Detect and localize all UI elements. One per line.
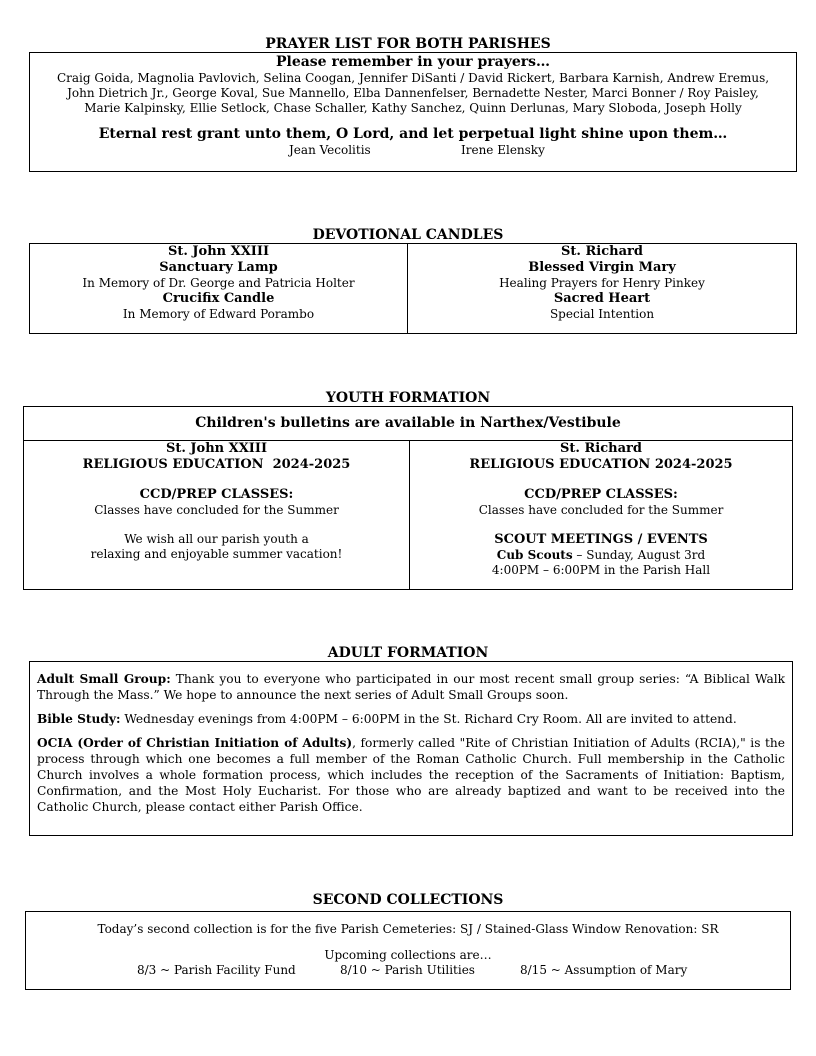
bible-study-text: Wednesday evenings from 4:00PM – 6:00PM in the St. Richard Cry Room. All are invited to attend. (120, 712, 737, 726)
youth-left-wish-line2: relaxing and enjoyable summer vacation! (90, 547, 343, 561)
youth-right-column (410, 441, 792, 589)
candles-left-item2-text: In Memory of Edward Porambo (122, 307, 315, 321)
candles-right-column (408, 244, 796, 333)
deceased-list (30, 143, 796, 159)
prayer-names-line-1: Craig Goida, Magnolia Pavlovich, Selina Coogan, Jennifer DiSanti / David Rickert, Barbara Karnish, Andrew Eremus, (56, 71, 770, 85)
cub-scouts-date: – Sunday, August 3rd (572, 548, 706, 562)
candles-right-item2: Sacred Heart (553, 291, 651, 306)
youth-left-program: RELIGIOUS EDUCATION 2024-2025 (82, 457, 351, 472)
adult-small-group-text: Thank you to everyone who participated in our most recent small group series: “A Biblical Walk Through the Mass.” We hope to announce the next series of Adult Small Groups soon. (37, 672, 785, 702)
adult-small-group-label: Adult Small Group: (37, 672, 171, 686)
deceased-name-1: Jean Vecolitis (289, 143, 371, 157)
candles-right-parish: St. Richard (561, 244, 643, 259)
youth-left-column (24, 441, 409, 589)
candles-left-item1-text: In Memory of Dr. George and Patricia Holter (82, 276, 355, 290)
adult-box (29, 661, 793, 836)
prayer-names-line-2: John Dietrich Jr., George Koval, Sue Mannello, Elba Dannenfelser, Bernadette Nester, Marci Bonner / Roy Paisley, (67, 86, 759, 100)
collections-box (25, 911, 791, 990)
candles-left-item2: Crucifix Candle (162, 291, 275, 306)
youth-left-classes-text: Classes have concluded for the Summer (94, 503, 339, 517)
youth-left-classes-heading: CCD/PREP CLASSES: (139, 487, 294, 502)
bible-study-label: Bible Study: (37, 712, 121, 726)
collections-upcoming-list (26, 963, 790, 979)
collections-upcoming-label: Upcoming collections are… (324, 948, 492, 962)
youth-right-program: RELIGIOUS EDUCATION 2024-2025 (469, 457, 733, 472)
youth-right-classes-heading: CCD/PREP CLASSES: (524, 487, 678, 502)
scout-heading: SCOUT MEETINGS / EVENTS (494, 532, 708, 547)
deceased-name-2: Irene Elensky (461, 143, 545, 157)
candles-right-item2-text: Special Intention (549, 307, 655, 321)
candles-right-item1: Blessed Virgin Mary (528, 260, 676, 275)
ocia-label: OCIA (Order of Christian Initiation of Adults) (37, 736, 353, 750)
eternal-rest-line: Eternal rest grant unto them, O Lord, and let perpetual light shine upon them… (98, 126, 728, 142)
cub-scouts-time: 4:00PM – 6:00PM in the Parish Hall (491, 563, 711, 577)
youth-columns (24, 441, 792, 589)
upcoming-collection-2: 8/10 ~ Parish Utilities (340, 963, 475, 977)
collections-title: SECOND COLLECTIONS (312, 892, 504, 908)
candles-box (29, 243, 797, 334)
prayer-list-title: PRAYER LIST FOR BOTH PARISHES (265, 36, 551, 52)
prayer-remember-heading: Please remember in your prayers… (275, 54, 551, 70)
upcoming-collection-1: 8/3 ~ Parish Facility Fund (137, 963, 296, 977)
youth-banner: Children's bulletins are available in Narthex/Vestibule (24, 407, 792, 441)
youth-box (23, 406, 793, 590)
youth-left-parish: St. John XXIII (165, 441, 268, 456)
youth-right-classes-text: Classes have concluded for the Summer (478, 503, 724, 517)
bible-study-paragraph (37, 711, 785, 727)
upcoming-collection-3: 8/15 ~ Assumption of Mary (520, 963, 688, 977)
prayer-list-box (29, 52, 797, 172)
candles-title: DEVOTIONAL CANDLES (312, 227, 504, 243)
ocia-paragraph (37, 735, 785, 815)
youth-right-parish: St. Richard (560, 441, 642, 456)
candles-left-column (30, 244, 407, 333)
collections-today: Today’s second collection is for the five Parish Cemeteries: SJ / Stained-Glass Window Renovation: SR (97, 922, 719, 936)
prayer-names-line-3: Marie Kalpinsky, Ellie Setlock, Chase Schaller, Kathy Sanchez, Quinn Derlunas, Mary Sloboda, Joseph Holly (84, 101, 742, 115)
candles-right-item1-text: Healing Prayers for Henry Pinkey (499, 276, 705, 290)
cub-scouts-label: Cub Scouts (496, 548, 573, 562)
adult-small-group-paragraph (37, 671, 785, 703)
youth-title: YOUTH FORMATION (325, 390, 491, 406)
adult-title: ADULT FORMATION (327, 645, 489, 661)
youth-left-wish-line1: We wish all our parish youth a (124, 532, 309, 546)
candles-left-parish: St. John XXIII (167, 244, 270, 259)
cub-scouts-line (410, 548, 792, 563)
candles-left-item1: Sanctuary Lamp (159, 260, 278, 275)
ocia-text: , formerly called "Rite of Christian Initiation of Adults (RCIA)," is the process through which one becomes a full member of the Roman Catholic Church. Full membership in the Catholic Church involves a whole formation process, which includes the reception of the Sacraments of Initiation: Baptism, Confirmation, and the Most Holy Eucharist. For those who are already baptized and want to be received into the Catholic Church, please contact either Parish Office. (37, 736, 785, 814)
